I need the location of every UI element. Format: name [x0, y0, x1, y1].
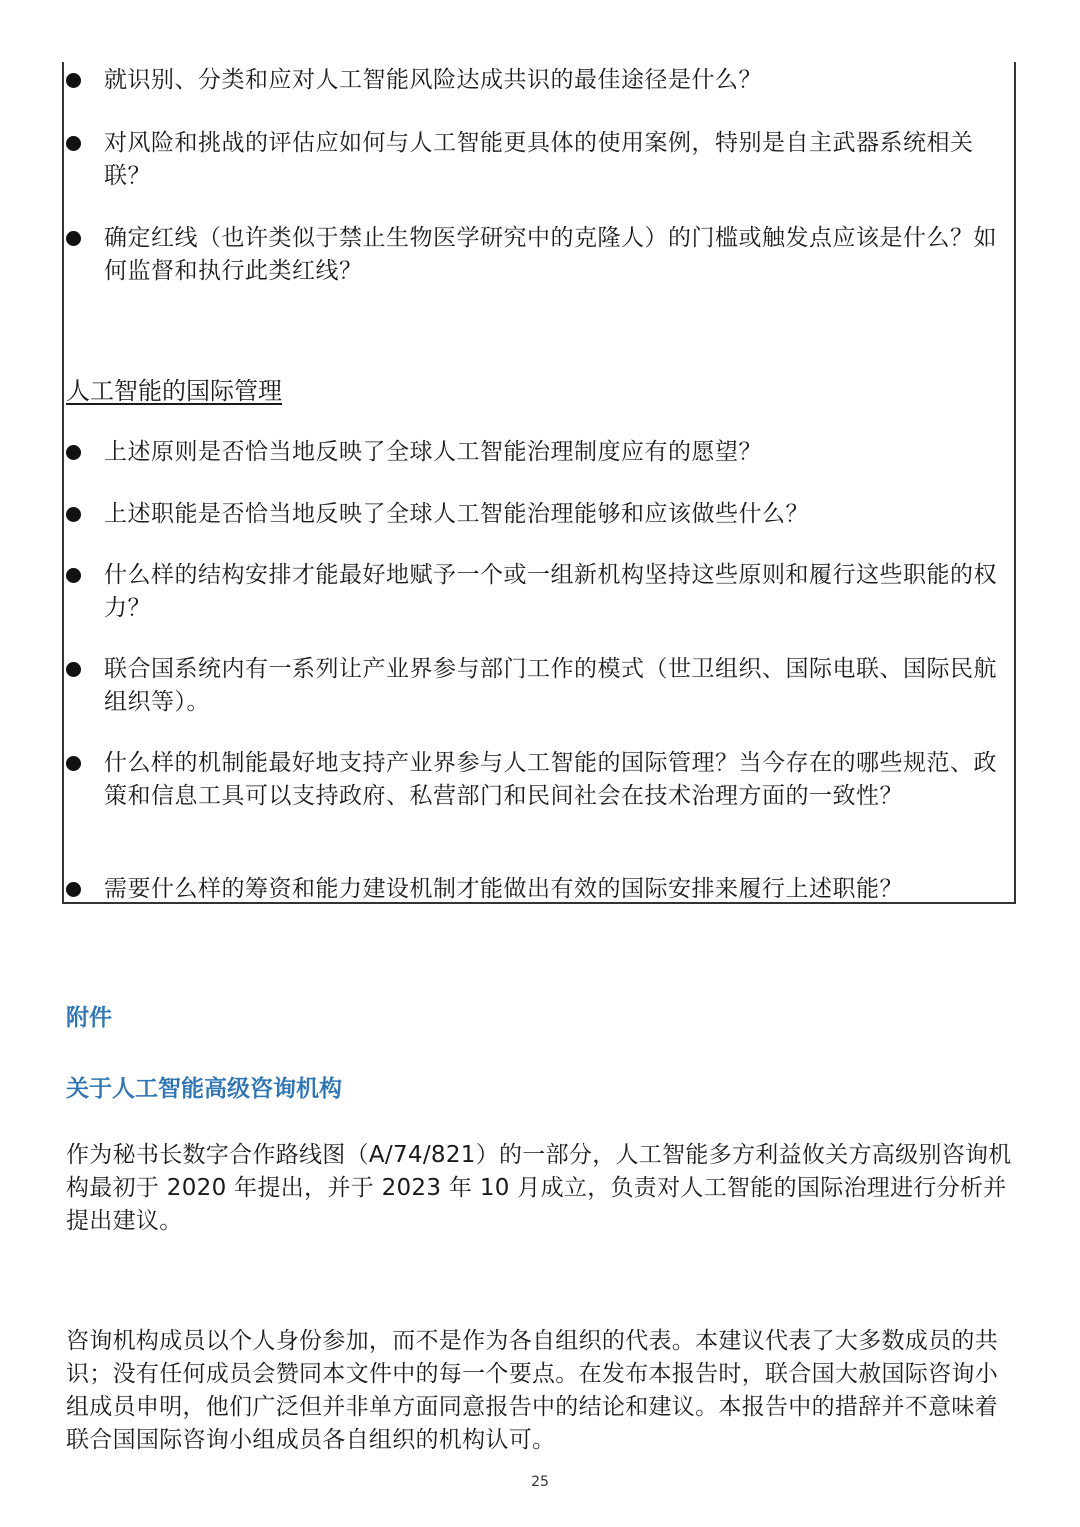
bullet-dot-icon: [66, 882, 81, 897]
bullet-dot-icon: [66, 507, 81, 522]
bullet-text: 什么样的结构安排才能最好地赋予一个或一组新机构坚持这些原则和履行这些职能的权力？: [104, 562, 997, 621]
bullet-text: 对风险和挑战的评估应如何与人工智能更具体的使用案例，特别是自主武器系统相关联？: [104, 130, 974, 189]
section-title: 人工智能的国际管理: [66, 377, 282, 405]
bullet-dot-icon: [66, 445, 81, 460]
bullet-dot-icon: [66, 662, 81, 677]
annex-subtitle: 关于人工智能高级咨询机构: [66, 1076, 342, 1102]
bullet-text: 什么样的机制能最好地支持产业界参与人工智能的国际管理？当今存在的哪些规范、政策和信息工具可以支持政府、私营部门和民间社会在技术治理方面的一致性？: [104, 750, 997, 809]
bullet-dot-icon: [66, 756, 81, 771]
bullet-text: 需要什么样的筹资和能力建设机制才能做出有效的国际安排来履行上述职能？: [104, 876, 903, 902]
page-number: 25: [531, 1474, 549, 1490]
bullet-text: 联合国系统内有一系列让产业界参与部门工作的模式（世卫组织、国际电联、国际民航组织等）。: [104, 656, 997, 715]
bullet-text: 上述原则是否恰当地反映了全球人工智能治理制度应有的愿望？: [104, 439, 762, 465]
bullet-dot-icon: [66, 73, 81, 88]
bullet-dot-icon: [66, 136, 81, 151]
bullet-text: 就识别、分类和应对人工智能风险达成共识的最佳途径是什么？: [104, 67, 762, 93]
annex-paragraph: 作为秘书长数字合作路线图（A/74/821）的一部分，人工智能多方利益攸关方高级别咨询机构最初于 2020 年提出，并于 2023 年 10 月成立，负责对人工智能的国际治理进行分析并提出建议。: [66, 1142, 1012, 1234]
bullet-dot-icon: [66, 231, 81, 246]
annex-title: 附件: [66, 1005, 112, 1031]
bullet-text: 上述职能是否恰当地反映了全球人工智能治理能够和应该做些什么？: [104, 501, 809, 527]
bullet-dot-icon: [66, 568, 81, 583]
bullet-text: 确定红线（也许类似于禁止生物医学研究中的克隆人）的门槛或触发点应该是什么？如何监督和执行此类红线？: [104, 225, 997, 284]
annex-paragraph: 咨询机构成员以个人身份参加，而不是作为各自组织的代表。本建议代表了大多数成员的共识；没有任何成员会赞同本文件中的每一个要点。在发布本报告时，联合国大赦国际咨询小组成员申明，他们广泛但并非单方面同意报告中的结论和建议。本报告中的措辞并不意味着联合国国际咨询小组成员各自组织的机构认可。: [66, 1328, 998, 1453]
